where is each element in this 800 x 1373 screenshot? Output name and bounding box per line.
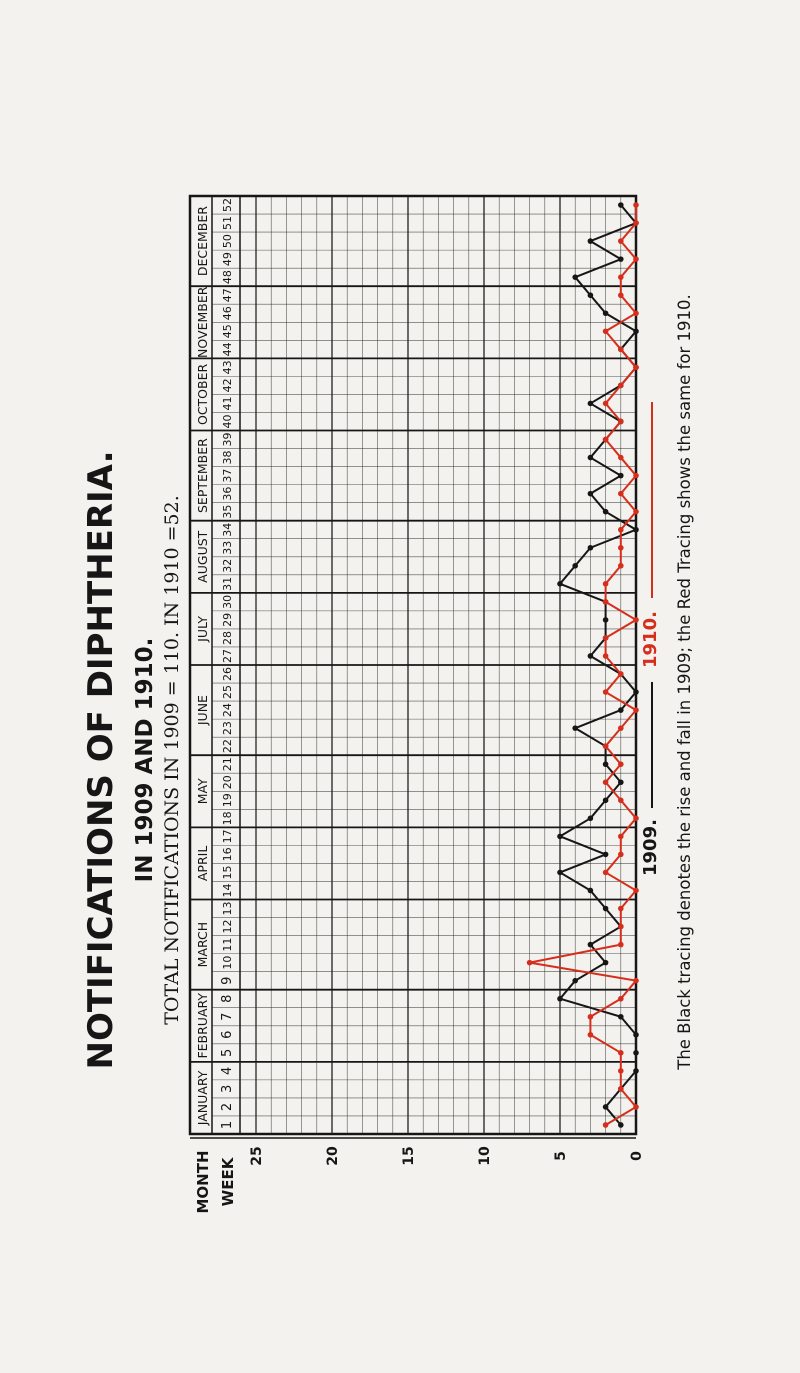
week-label-group — [220, 1049, 235, 1057]
month-header: MONTH — [194, 1150, 212, 1214]
week-label: 21 — [221, 757, 234, 772]
data-point-1909 — [603, 852, 609, 858]
week-label: 3 — [220, 1084, 235, 1094]
week-label-group — [221, 793, 234, 807]
month-label-group — [195, 438, 210, 513]
data-point-1909 — [557, 996, 563, 1002]
week-label: 31 — [221, 576, 234, 591]
week-label-group — [221, 757, 234, 771]
data-point-1910 — [618, 725, 624, 731]
week-label: 47 — [221, 288, 234, 303]
data-point-1910 — [633, 707, 639, 713]
data-point-1910 — [618, 797, 624, 803]
week-label-group — [221, 667, 234, 681]
week-label: 25 — [221, 685, 234, 700]
data-point-1909 — [588, 401, 594, 407]
data-point-1910 — [618, 761, 624, 767]
week-label: 10 — [221, 955, 234, 970]
week-label-group — [221, 595, 234, 609]
week-label: 13 — [221, 901, 234, 916]
week-label: 42 — [221, 378, 234, 393]
week-label: 1 — [220, 1120, 235, 1130]
data-point-1910 — [633, 365, 639, 371]
data-point-1910 — [633, 617, 639, 623]
week-label-group — [221, 775, 234, 789]
data-point-1909 — [618, 1014, 624, 1020]
week-header: WEEK — [219, 1157, 237, 1207]
data-point-1909 — [633, 527, 639, 533]
month-header-group — [194, 1150, 212, 1213]
data-point-1909 — [588, 491, 594, 497]
data-point-1910 — [588, 1032, 594, 1038]
week-label-group — [221, 631, 234, 645]
week-label: 19 — [221, 793, 234, 808]
data-point-1910 — [603, 599, 609, 605]
data-point-1910 — [633, 888, 639, 894]
data-point-1910 — [603, 743, 609, 749]
week-label: 52 — [221, 198, 234, 213]
data-point-1909 — [588, 545, 594, 551]
legend — [640, 294, 694, 1071]
week-label: 15 — [221, 865, 234, 880]
chart-title: NOTIFICATIONS OF DIPHTHERIA. — [81, 450, 121, 1070]
week-label: 43 — [221, 360, 234, 375]
data-point-1909 — [603, 310, 609, 316]
week-label-group — [221, 360, 234, 374]
week-label: 6 — [220, 1030, 235, 1039]
week-label-group — [221, 198, 234, 212]
data-point-1910 — [618, 834, 624, 840]
week-label: 9 — [220, 976, 235, 985]
week-label-group — [221, 324, 234, 338]
data-point-1910 — [618, 238, 624, 244]
y-tick-label: 5 — [553, 1151, 569, 1161]
week-label-group — [221, 469, 234, 483]
month-label-group — [195, 993, 210, 1059]
week-label-group — [221, 847, 234, 861]
week-label-group — [220, 995, 235, 1003]
week-label: 32 — [221, 558, 234, 573]
data-point-1909 — [588, 653, 594, 659]
data-point-1909 — [618, 779, 624, 785]
data-point-1910 — [633, 220, 639, 226]
week-label: 16 — [221, 847, 234, 862]
week-label-group — [221, 902, 234, 916]
week-label: 23 — [221, 721, 234, 736]
week-label: 28 — [221, 630, 234, 645]
data-point-1909 — [633, 1068, 639, 1074]
week-label: 41 — [221, 396, 234, 411]
week-label-group — [221, 811, 234, 825]
week-label-group — [220, 1013, 235, 1021]
week-label-group — [221, 487, 234, 501]
y-tick-label: 0 — [629, 1151, 645, 1161]
y-tick-label-group — [401, 1146, 417, 1165]
week-label: 35 — [221, 504, 234, 519]
data-point-1910 — [618, 527, 624, 533]
legend-1909-label: 1909. — [640, 819, 661, 876]
data-point-1909 — [557, 581, 563, 587]
data-point-1909 — [633, 689, 639, 695]
week-label-group — [221, 865, 234, 879]
week-label-group — [220, 1085, 235, 1093]
week-label-group — [221, 252, 234, 266]
y-tick-label-group — [629, 1151, 645, 1161]
data-point-1910 — [603, 635, 609, 641]
data-point-1909 — [618, 707, 624, 713]
week-label-group — [221, 270, 234, 284]
month-label: NOVEMBER — [195, 286, 210, 358]
y-tick-label-group — [477, 1146, 493, 1166]
week-label: 48 — [221, 270, 234, 285]
data-point-1909 — [603, 797, 609, 803]
data-point-1910 — [633, 509, 639, 515]
week-label-group — [221, 883, 234, 897]
week-label-group — [220, 1103, 235, 1111]
week-label: 36 — [221, 486, 234, 501]
week-label: 44 — [221, 342, 234, 357]
title-block — [81, 450, 183, 1069]
week-label: 37 — [221, 468, 234, 483]
week-label-group — [221, 956, 234, 970]
month-label-group — [195, 286, 210, 358]
week-label: 49 — [221, 252, 234, 267]
data-point-1910 — [603, 689, 609, 695]
data-point-1910 — [603, 1122, 609, 1128]
data-point-1909 — [633, 328, 639, 334]
week-label-group — [221, 703, 234, 717]
data-point-1910 — [633, 978, 639, 984]
month-label-group — [195, 922, 210, 968]
week-label-group — [221, 938, 234, 952]
data-point-1909 — [603, 960, 609, 966]
week-label: 5 — [220, 1048, 235, 1057]
data-point-1909 — [588, 238, 594, 244]
data-point-1910 — [618, 419, 624, 425]
data-point-1910 — [618, 1068, 624, 1074]
data-point-1910 — [618, 671, 624, 677]
week-label-group — [220, 1067, 235, 1075]
data-point-1909 — [588, 888, 594, 894]
chart-subtitle: IN 1909 AND 1910. — [132, 637, 158, 883]
week-label: 30 — [221, 594, 234, 609]
month-label-group — [195, 695, 210, 726]
data-point-1910 — [618, 545, 624, 551]
data-point-1909 — [603, 617, 609, 623]
week-label-group — [221, 685, 234, 699]
data-point-1909 — [603, 906, 609, 912]
week-label: 45 — [221, 324, 234, 339]
week-label: 14 — [221, 883, 234, 898]
week-label-group — [221, 451, 234, 465]
week-label-group — [221, 613, 234, 627]
data-point-1910 — [633, 1104, 639, 1110]
week-label: 22 — [221, 739, 234, 754]
data-point-1909 — [572, 563, 578, 569]
week-label-group — [221, 216, 234, 230]
week-label: 38 — [221, 450, 234, 465]
data-point-1910 — [618, 383, 624, 389]
data-point-1909 — [618, 256, 624, 262]
y-tick-label-group — [553, 1151, 569, 1161]
data-point-1910 — [603, 653, 609, 659]
data-point-1910 — [588, 1014, 594, 1020]
week-label: 20 — [221, 775, 234, 790]
week-label-group — [221, 288, 234, 302]
month-label-group — [195, 1070, 210, 1126]
week-label-group — [221, 523, 234, 537]
y-tick-label: 15 — [401, 1146, 417, 1166]
data-point-1909 — [618, 1122, 624, 1128]
week-label: 34 — [221, 522, 234, 537]
month-label: OCTOBER — [195, 363, 210, 426]
data-point-1910 — [618, 996, 624, 1002]
week-label-group — [221, 577, 234, 591]
chart-grid — [190, 196, 636, 1138]
month-label: DECEMBER — [195, 206, 210, 277]
data-point-1910 — [618, 906, 624, 912]
month-label-group — [195, 530, 210, 582]
data-point-1909 — [588, 942, 594, 948]
data-point-1910 — [618, 491, 624, 497]
week-label: 33 — [221, 540, 234, 555]
week-label-group — [221, 649, 234, 663]
data-point-1910 — [618, 347, 624, 353]
week-label-group — [221, 721, 234, 735]
data-point-1910 — [618, 1086, 624, 1092]
week-label: 2 — [220, 1102, 235, 1112]
data-point-1910 — [603, 437, 609, 443]
data-point-1909 — [588, 816, 594, 822]
data-point-1910 — [618, 292, 624, 298]
month-label: JANUARY — [195, 1070, 210, 1126]
data-point-1910 — [618, 563, 624, 569]
week-label-group — [221, 234, 234, 248]
week-label: 7 — [220, 1012, 235, 1021]
y-tick-label-group — [325, 1146, 341, 1166]
week-label-group — [221, 739, 234, 753]
month-label: FEBRUARY — [195, 992, 210, 1059]
week-label-group — [221, 920, 234, 934]
week-label: 12 — [221, 919, 234, 934]
week-label: 26 — [221, 667, 234, 682]
data-point-1910 — [618, 455, 624, 461]
y-tick-label: 10 — [477, 1146, 493, 1166]
week-label-group — [220, 977, 235, 985]
data-point-1910 — [633, 310, 639, 316]
month-label: AUGUST — [195, 530, 210, 583]
month-label-group — [195, 846, 210, 881]
data-point-1910 — [618, 274, 624, 280]
week-label-group — [221, 433, 234, 447]
y-tick-label: 25 — [249, 1146, 265, 1166]
week-label-group — [221, 414, 234, 428]
data-point-1909 — [557, 834, 563, 840]
y-tick-label: 20 — [325, 1146, 341, 1166]
data-point-1909 — [572, 978, 578, 984]
data-point-1910 — [633, 473, 639, 479]
week-label: 18 — [221, 811, 234, 826]
data-point-1910 — [633, 202, 639, 208]
week-label: 17 — [221, 829, 234, 844]
data-point-1909 — [588, 292, 594, 298]
data-point-1909 — [618, 473, 624, 479]
data-point-1910 — [633, 816, 639, 822]
data-point-1909 — [572, 725, 578, 731]
legend-caption: The Black tracing denotes the rise and fall in 1909; the Red Tracing shows the same for 1910. — [675, 294, 694, 1070]
data-point-1910 — [603, 870, 609, 876]
data-point-1909 — [557, 870, 563, 876]
data-point-1910 — [618, 852, 624, 858]
week-label: 51 — [221, 216, 234, 231]
week-label: 29 — [221, 612, 234, 627]
week-label: 11 — [221, 937, 234, 952]
month-label: JUNE — [195, 695, 210, 726]
data-point-1910 — [603, 401, 609, 407]
data-point-1909 — [633, 1032, 639, 1038]
week-label-group — [220, 1121, 235, 1129]
week-label: 39 — [221, 432, 234, 447]
data-point-1910 — [618, 942, 624, 948]
data-point-1909 — [588, 455, 594, 461]
week-header-group — [219, 1156, 237, 1206]
week-label: 4 — [220, 1066, 235, 1076]
week-label: 27 — [221, 648, 234, 663]
week-label: 40 — [221, 414, 234, 429]
week-label: 50 — [221, 234, 234, 249]
week-label-group — [221, 306, 234, 320]
data-point-1910 — [618, 924, 624, 930]
data-point-1909 — [603, 761, 609, 767]
data-point-1910 — [603, 581, 609, 587]
legend-1910-label: 1910. — [640, 611, 661, 668]
data-point-1910 — [527, 960, 533, 966]
month-label: MARCH — [195, 921, 210, 968]
y-axis-ticks — [249, 1146, 645, 1166]
week-label-group — [221, 505, 234, 519]
month-label-group — [195, 778, 210, 804]
data-point-1909 — [603, 509, 609, 515]
week-label-group — [221, 396, 234, 410]
week-label: 46 — [221, 306, 234, 321]
data-point-1910 — [633, 256, 639, 262]
data-point-1909 — [618, 202, 624, 208]
month-label-group — [195, 364, 210, 426]
month-label-group — [195, 206, 210, 276]
y-tick-label-group — [249, 1146, 265, 1165]
data-point-1910 — [618, 1050, 624, 1056]
month-label: SEPTEMBER — [195, 438, 210, 514]
data-point-1910 — [603, 779, 609, 785]
week-label: 8 — [220, 994, 235, 1003]
data-point-1909 — [633, 1050, 639, 1056]
week-label-group — [221, 541, 234, 555]
week-label-group — [221, 342, 234, 356]
data-point-1910 — [603, 328, 609, 334]
week-label: 24 — [221, 703, 234, 718]
month-label: MAY — [195, 778, 210, 805]
data-point-1909 — [572, 274, 578, 280]
month-label: APRIL — [195, 845, 210, 882]
week-label-group — [221, 378, 234, 392]
month-label: JULY — [195, 616, 210, 642]
week-label-group — [221, 559, 234, 573]
week-label-group — [220, 1031, 235, 1039]
month-label-group — [195, 616, 210, 643]
totals-line: TOTAL NOTIFICATIONS IN 1909 = 110. IN 1910 =52. — [161, 495, 183, 1025]
data-point-1909 — [603, 1104, 609, 1110]
week-label-group — [221, 829, 234, 843]
